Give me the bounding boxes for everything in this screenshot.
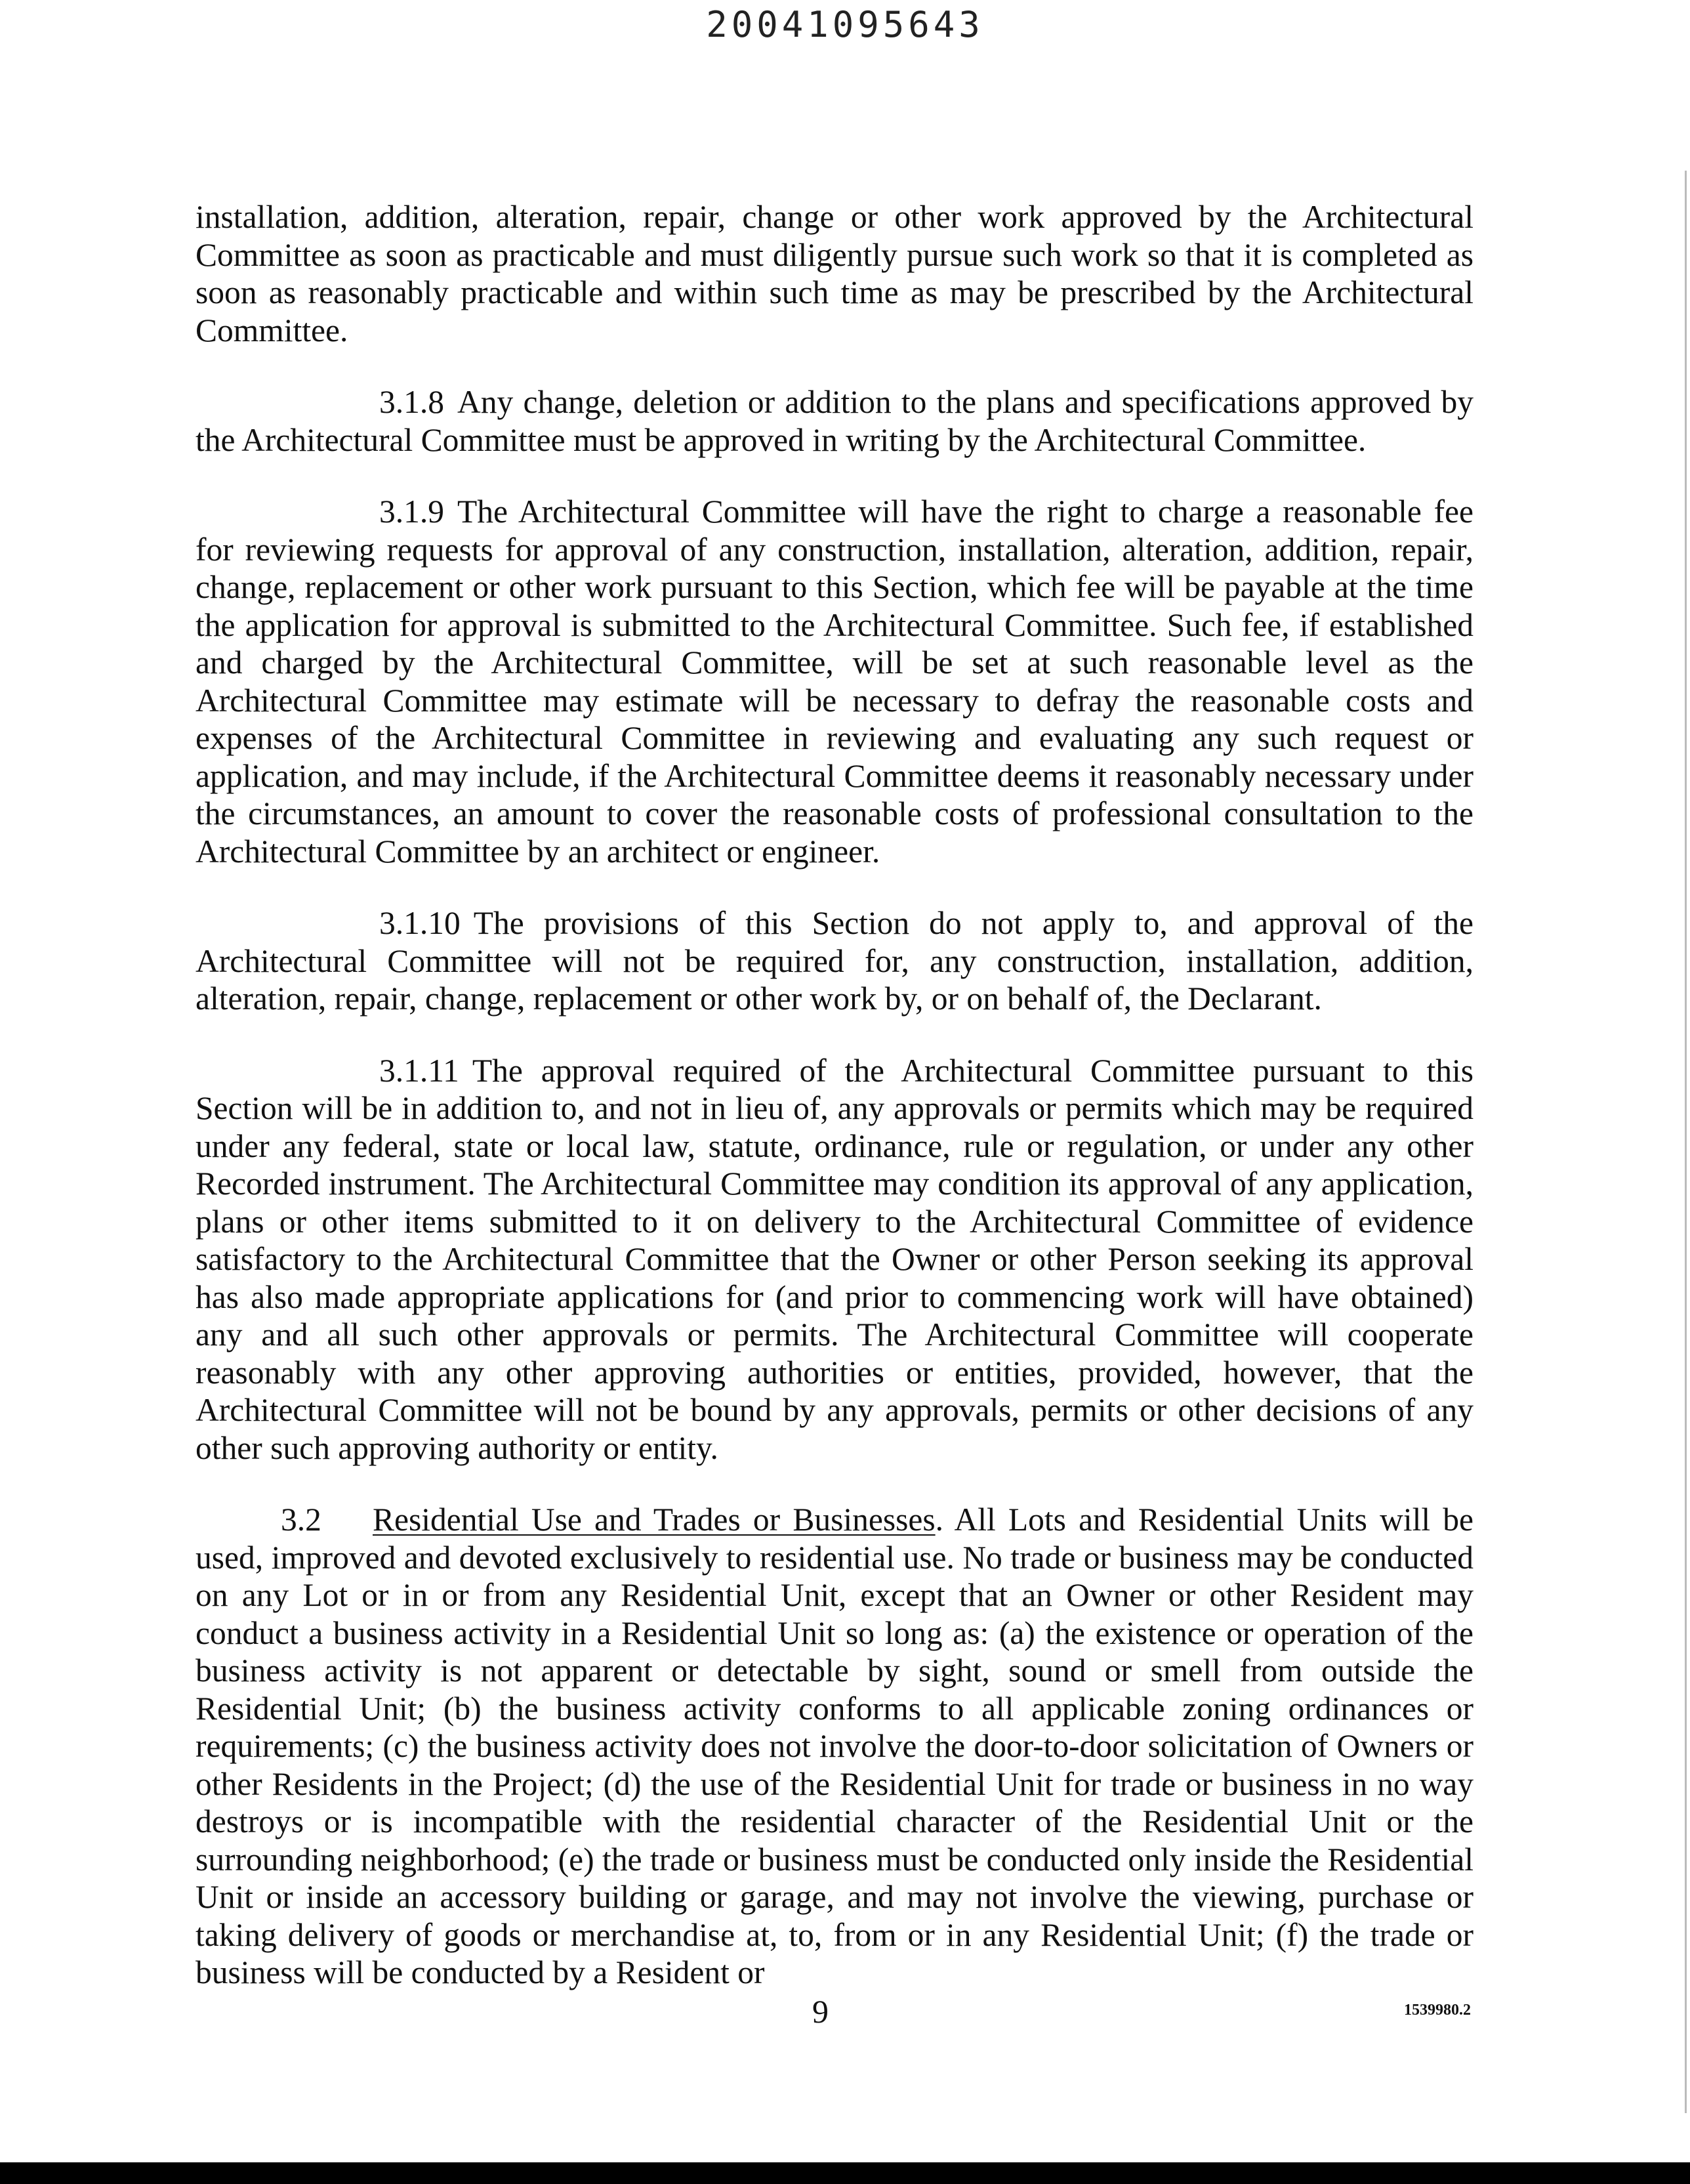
section-number: 3.1.8 bbox=[379, 384, 444, 420]
section-text: The approval required of the Architectural Committee pursuant to this Section will be in addition to, and not in lieu of, any approvals or permits which may be required under any federal, state or local law, statute, ordinance, rule or regulation, or under any other Recorded instrument. The Architectural Committee may condition its approval of any application, plans or other items submitted to it on delivery to the Architectural Committee of evidence satisfactory to the Architectural Committee that the Owner or other Person seeking its approval has also made appropriate applications for (and prior to commencing work will have obtained) any and all such other approvals or permits. The Architectural Committee will cooperate reasonably with any other approving authorities or entities, provided, however, that the Architectural Committee will not be bound by any approvals, permits or other decisions of any other such approving authority or entity. bbox=[196, 1052, 1474, 1466]
section-heading: Residential Use and Trades or Businesses bbox=[373, 1502, 936, 1538]
section-text: The provisions of this Section do not apply to, and approval of the Architectural Committee will not be required for, any construction, installation, addition, alteration, repair, change, replacement or other work by, or on behalf of, the Declarant. bbox=[196, 905, 1474, 1017]
document-number: 20041095643 bbox=[706, 4, 984, 45]
scan-bottom-border bbox=[0, 2162, 1690, 2184]
section-number: 3.2 bbox=[281, 1502, 321, 1538]
section-number: 3.1.11 bbox=[379, 1052, 459, 1089]
document-code: 1539980.2 bbox=[1404, 2002, 1471, 2019]
section-3-1-9 bbox=[196, 493, 1474, 870]
section-3-2 bbox=[196, 1501, 1474, 1992]
document-body bbox=[196, 198, 1474, 2026]
scan-edge-line bbox=[1685, 171, 1687, 2113]
section-text: The Architectural Committee will have the right to charge a reasonable fee for reviewing requests for approval of any construction, installation, alteration, addition, repair, change, replacement or other work pursuant to this Section, which fee will be payable at the time the application for approval is submitted to the Architectural Committee. Such fee, if established and charged by the Architectural Committee, will be set at such reasonable level as the Architectural Committee may estimate will be necessary to defray the reasonable costs and expenses of the Architectural Committee in reviewing and evaluating any such request or application, and may include, if the Architectural Committee deems it reasonably necessary under the circumstances, an amount to cover the reasonable costs of professional consultation to the Architectural Committee by an architect or engineer. bbox=[196, 494, 1474, 870]
section-3-1-11 bbox=[196, 1052, 1474, 1467]
section-number: 3.1.10 bbox=[379, 905, 461, 941]
page-number: 9 bbox=[812, 1993, 829, 2030]
section-text: Any change, deletion or addition to the plans and specifications approved by the Architectural Committee must be approved in writing by the Architectural Committee. bbox=[196, 384, 1474, 458]
section-3-1-10 bbox=[196, 904, 1474, 1018]
section-number: 3.1.9 bbox=[379, 494, 444, 530]
continuation-paragraph: installation, addition, alteration, repair, change or other work approved by the Architectural Committee as soon as practicable and must diligently pursue such work so that it is completed as soon as reasonably practicable and within such time as may be prescribed by the Architectural Committee. bbox=[196, 199, 1474, 348]
section-text: . All Lots and Residential Units will be used, improved and devoted exclusively to residential use. No trade or business may be conducted on any Lot or in or from any Residential Unit, except that an Owner or other Resident may conduct a business activity in a Residential Unit so long as: (a) the existence or operation of the business activity is not apparent or detectable by sight, sound or smell from outside the Residential Unit; (b) the business activity conforms to all applicable zoning ordinances or requirements; (c) the business activity does not involve the door-to-door solicitation of Owners or other Residents in the Project; (d) the use of the Residential Unit for trade or business in no way destroys or is incompatible with the residential character of the Residential Unit or the surrounding neighborhood; (e) the trade or business must be conducted only inside the Residential Unit or inside an accessory building or garage, and may not involve the viewing, purchase or taking delivery of goods or merchandise at, to, from or in any Residential Unit; (f) the trade or business will be conducted by a Resident or bbox=[196, 1502, 1474, 1990]
section-3-1-8 bbox=[196, 383, 1474, 459]
